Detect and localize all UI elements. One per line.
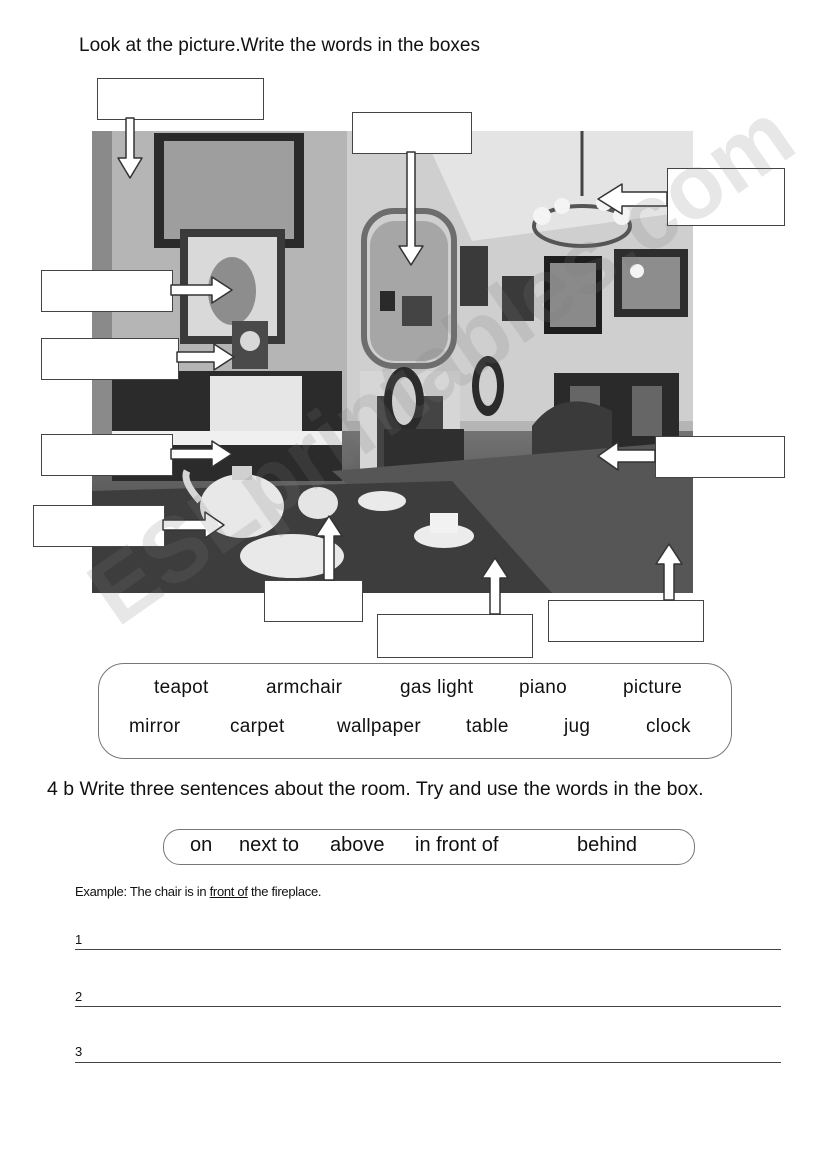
word-teapot: teapot	[154, 677, 209, 698]
label-box-clock-answer[interactable]	[41, 338, 179, 380]
line-number-3: 3	[75, 1044, 83, 1059]
label-box-armchair-answer[interactable]	[655, 436, 785, 478]
task-b-instruction: 4 b Write three sentences about the room. Try and use the words in the box.	[47, 778, 704, 800]
word-mirror: mirror	[129, 716, 181, 737]
word-carpet: carpet	[230, 716, 285, 737]
example-underlined: front of	[209, 884, 248, 899]
example-text-after: the fireplace.	[247, 884, 322, 899]
prep-next-to: next to	[239, 834, 300, 856]
word-table: table	[466, 716, 509, 737]
label-box-gaslight-answer[interactable]	[667, 168, 785, 226]
prep-in-front-of: in front of	[415, 834, 499, 856]
label-box-jug-answer[interactable]	[264, 580, 363, 622]
label-box-wallpaper-answer[interactable]	[97, 78, 264, 120]
label-box-table-answer[interactable]	[377, 614, 533, 658]
instruction-text: Look at the picture.Write the words in the boxes	[79, 35, 480, 56]
label-box-carpet-answer[interactable]	[548, 600, 704, 642]
word-piano: piano	[519, 677, 567, 698]
label-box-mirror-answer[interactable]	[352, 112, 472, 154]
line-number-2: 2	[75, 989, 83, 1004]
prep-above: above	[330, 834, 385, 856]
prep-behind: behind	[577, 834, 638, 856]
word-picture: picture	[623, 677, 683, 698]
example-text-before: Example: The chair is in	[75, 884, 210, 899]
room-photo	[92, 131, 693, 593]
word-wallpaper: wallpaper	[337, 716, 422, 737]
word-clock: clock	[646, 716, 691, 737]
answer-line-2[interactable]	[75, 1006, 781, 1007]
label-box-picture-answer[interactable]	[41, 270, 173, 312]
word-jug: jug	[564, 716, 591, 737]
label-box-piano-answer[interactable]	[41, 434, 173, 476]
line-number-1: 1	[75, 932, 83, 947]
answer-line-1[interactable]	[75, 949, 781, 950]
example-sentence	[75, 884, 321, 899]
prep-on: on	[190, 834, 213, 856]
label-box-teapot-answer[interactable]	[33, 505, 165, 547]
word-gas-light: gas light	[400, 677, 474, 698]
answer-line-3[interactable]	[75, 1062, 781, 1063]
word-armchair: armchair	[266, 677, 343, 698]
